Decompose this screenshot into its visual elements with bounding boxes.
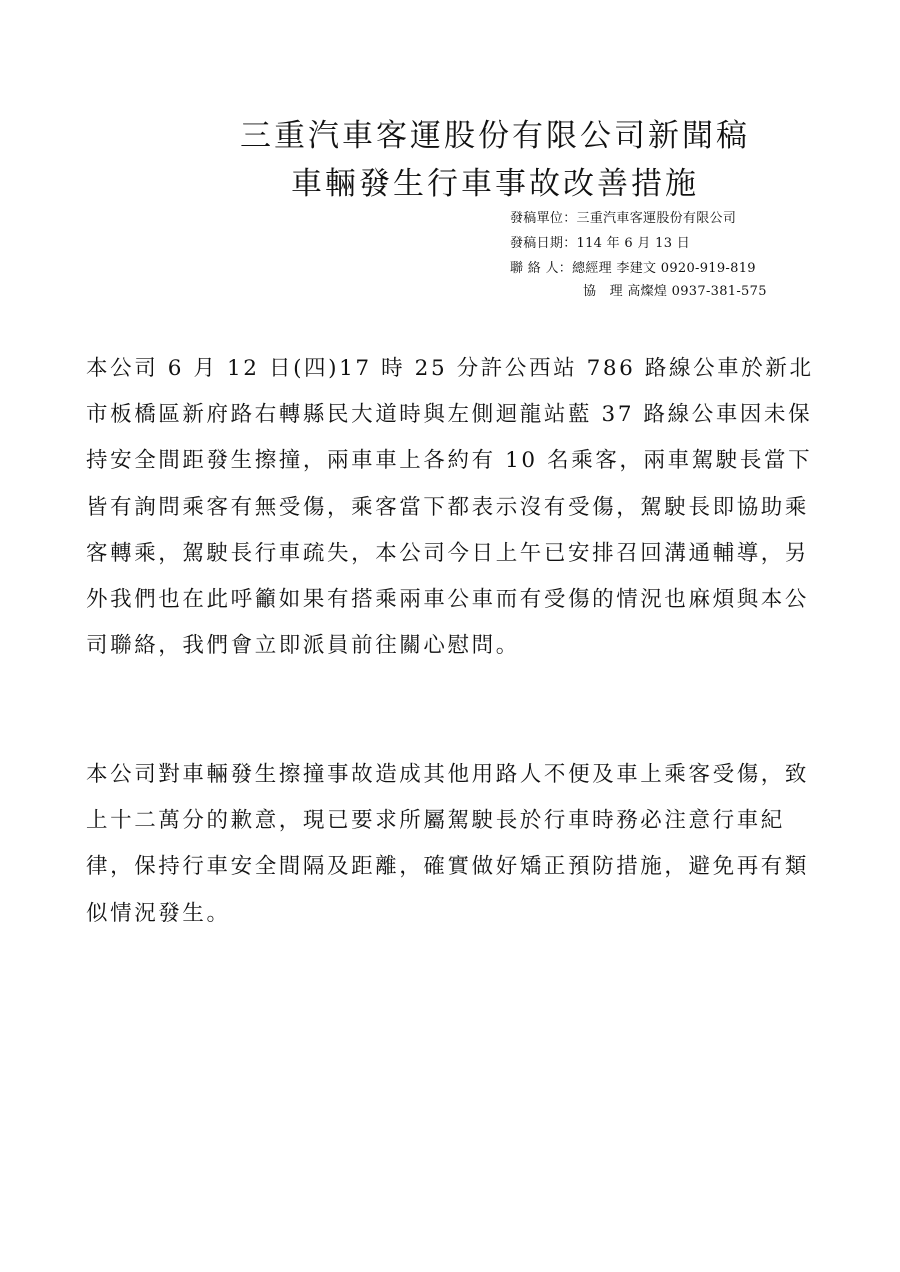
contact-row xyxy=(510,257,756,276)
date-row xyxy=(510,232,690,251)
contact-secondary-row xyxy=(583,280,767,299)
document-title: 三重汽車客運股份有限公司新聞稿 xyxy=(240,118,750,154)
date-label: 發稿日期： xyxy=(510,236,577,251)
contact-secondary: 協 理 高燦煌 0937-381-575 xyxy=(583,284,767,299)
date-value: 114 年 6 月 13 日 xyxy=(576,236,691,251)
contact-label: 聯 絡 人： xyxy=(510,261,573,276)
document-subtitle: 車輛發生行車事故改善措施 xyxy=(291,166,699,202)
issuer-row xyxy=(510,207,736,226)
incident-paragraph: 本公司 6 月 12 日(四)17 時 25 分許公西站 786 路線公車於新北市板橋區新府路右轉縣民大道時與左側迴龍站藍 37 路線公車因未保持安全間距發生擦撞，兩車車上各約有 10 名乘客，兩車駕駛長當下皆有詢問乘客有無受傷，乘客當下都表示沒有受傷，駕駛長即協助乘客轉乘，駕駛長行車疏失，本公司今日上午已安排召回溝通輔導，另外我們也在此呼籲如果有搭乘兩車公車而有受傷的情況也麻煩與本公司聯絡，我們會立即派員前往關心慰問。 xyxy=(86,356,814,659)
issuer-label: 發稿單位： xyxy=(510,211,577,226)
apology-paragraph: 本公司對車輛發生擦撞事故造成其他用路人不便及車上乘客受傷，致上十二萬分的歉意，現已要求所屬駕駛長於行車時務必注意行車紀律，保持行車安全間隔及距離，確實做好矯正預防措施，避免再有類似情況發生。 xyxy=(86,762,810,926)
issuer-value: 三重汽車客運股份有限公司 xyxy=(576,211,737,226)
contact-primary: 總經理 李建文 0920-919-819 xyxy=(572,261,756,276)
